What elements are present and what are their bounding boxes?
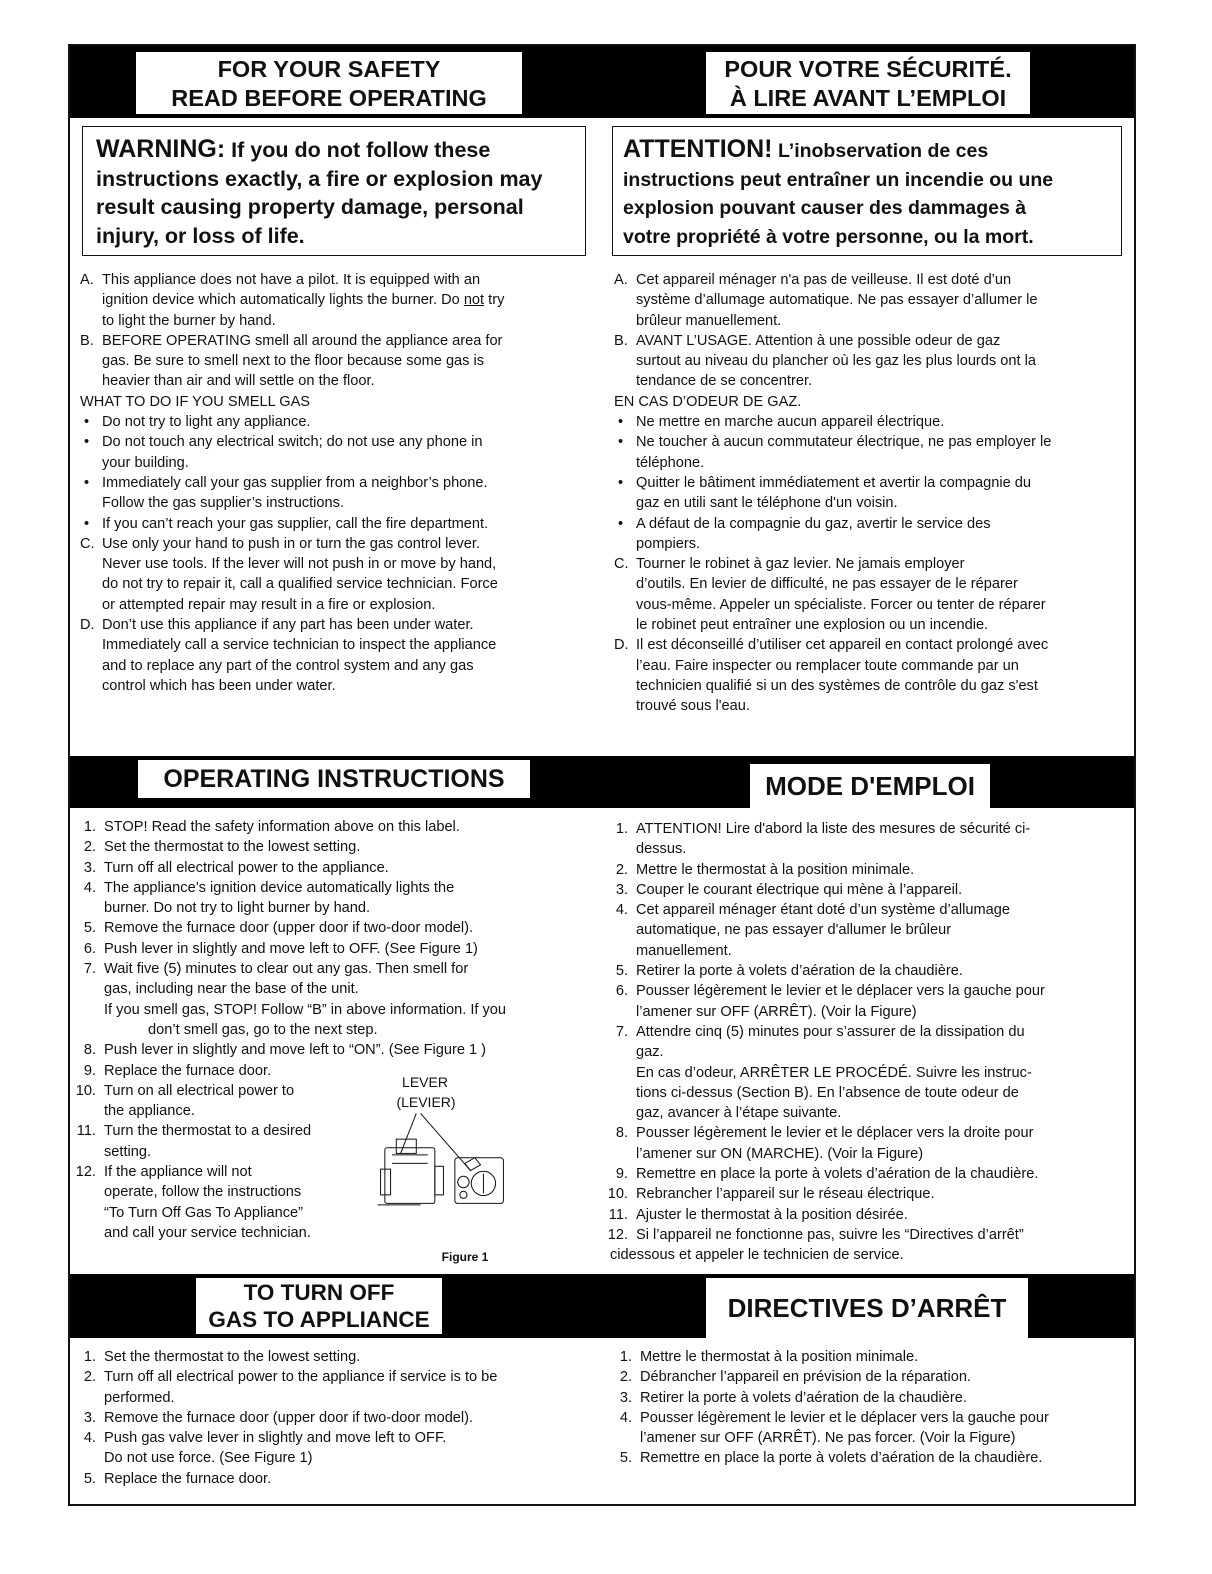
step xyxy=(74,1347,604,1367)
bullet-item xyxy=(614,514,1134,555)
text-line: performed. xyxy=(104,1389,175,1406)
text-line: le robinet peut entraîner une explosion ou un incendie. xyxy=(636,617,989,634)
text-line: control which has been under water. xyxy=(102,677,336,694)
text-line: Set the thermostat to the lowest setting. xyxy=(104,1349,361,1365)
text-span: ignition device which automatically lights the burner. Do xyxy=(102,292,460,309)
step xyxy=(610,1347,1134,1367)
valve-outlet xyxy=(435,1166,444,1195)
bullet-item xyxy=(80,412,600,432)
warning-line3: result causing property damage, personal xyxy=(96,195,524,219)
port-circle-2 xyxy=(460,1191,467,1198)
text-line: Don’t use this appliance if any part has been under water. xyxy=(102,617,474,634)
text-line: Wait five (5) minutes to clear out any gas. Then smell for xyxy=(104,961,469,978)
safety-item-c xyxy=(80,534,600,615)
step-number: 9. xyxy=(83,1062,96,1079)
safety-text-fr xyxy=(614,270,1134,717)
text-line: surtout au niveau du plancher où les gaz les plus lourds ont la xyxy=(636,353,1036,370)
text-line: tendance de se concentrer. xyxy=(636,373,813,390)
text-line: Immediately call your gas supplier from a neighbor’s phone. xyxy=(102,474,488,491)
lever-handle xyxy=(465,1158,481,1171)
step-number: 3. xyxy=(83,859,96,876)
text-line: AVANT L’USAGE. Attention à une possible odeur de gaz xyxy=(636,332,1001,349)
operating-instructions-title xyxy=(138,760,530,798)
text-line: Do not touch any electrical switch; do not use any phone in xyxy=(102,434,483,451)
step xyxy=(606,1184,1134,1204)
mode-emploi-text: MODE D'EMPLOI xyxy=(765,771,975,801)
text-line: trouvé sous l'eau. xyxy=(636,698,750,715)
step xyxy=(606,1205,1134,1225)
step-number: 2. xyxy=(83,839,96,856)
step xyxy=(606,1022,1134,1123)
underlined-not: not xyxy=(463,292,485,309)
bullet-item xyxy=(80,514,600,534)
step xyxy=(74,1408,604,1428)
text-line: If you smell gas, STOP! Follow “B” in above information. If you xyxy=(104,1001,507,1018)
warning-line4: injury, or loss of life. xyxy=(96,223,305,248)
operating-title-text: OPERATING INSTRUCTIONS xyxy=(163,765,505,793)
text-line: système d’allumage automatique. Ne pas essayer d’allumer le xyxy=(636,292,1038,309)
text-line: Turn off all electrical power to the appliance if service is to be xyxy=(104,1369,498,1386)
text-line: Turn the thermostat to a desired xyxy=(104,1123,312,1140)
bullet: • xyxy=(84,434,90,451)
securite-title-line2: À LIRE AVANT L’EMPLOI xyxy=(729,85,1007,111)
text-line: Pousser légèrement le levier et le déplacer vers la gauche pour xyxy=(636,983,1045,1000)
text-line: Mettre le thermostat à la position minimale. xyxy=(640,1349,919,1365)
turnoff-steps-en xyxy=(74,1347,604,1489)
text-line: Cet appareil ménager n'a pas de veilleuse. Il est doté d’un xyxy=(636,272,1012,288)
step-number: 1. xyxy=(615,821,628,837)
item-label: D. xyxy=(614,637,629,654)
text-line: gaz en utili sant le téléphone d'un voisin. xyxy=(636,495,898,512)
port-circle xyxy=(458,1176,469,1187)
step xyxy=(606,1164,1134,1184)
text-line: Push gas valve lever in slightly and move left to OFF. xyxy=(104,1430,447,1447)
securite-item-b xyxy=(614,331,1134,392)
text-line: pompiers. xyxy=(636,535,701,552)
warning-line2: instructions exactly, a fire or explosion may xyxy=(96,166,543,191)
text-line: cidessous et appeler le technicien de service. xyxy=(610,1247,904,1264)
step xyxy=(610,1448,1134,1468)
text-line: “To Turn Off Gas To Appliance” xyxy=(104,1204,304,1221)
text-line: téléphone. xyxy=(636,454,705,471)
step-number: 4. xyxy=(83,879,96,896)
directives-arret-text: DIRECTIVES D’ARRÊT xyxy=(727,1293,1007,1323)
text-line: If the appliance will not xyxy=(104,1164,252,1181)
warning-box-en xyxy=(82,126,586,256)
text-line: Rebrancher l’appareil sur le réseau électrique. xyxy=(636,1186,935,1203)
step-number: 6. xyxy=(615,983,628,1000)
text-line: Never use tools. If the lever will not push in or move by hand, xyxy=(102,556,497,573)
attention-line4: votre propriété à votre personne, ou la mort. xyxy=(623,225,1034,248)
text-line: and to replace any part of the control system and any gas xyxy=(102,657,474,674)
step-number: 10. xyxy=(75,1082,96,1099)
text-line: Ajuster le thermostat à la position désirée. xyxy=(636,1206,908,1223)
step xyxy=(606,1225,1134,1245)
text-line: Remove the furnace door (upper door if two-door model). xyxy=(104,920,474,937)
securite-item-a xyxy=(614,270,1134,331)
bullet: • xyxy=(618,515,624,532)
text-line: Do not use force. (See Figure 1) xyxy=(104,1450,313,1467)
step-number: 7. xyxy=(83,961,96,978)
warning-label: WARNING: xyxy=(96,135,226,163)
step xyxy=(606,880,1134,900)
text-line: gas, including near the base of the unit. xyxy=(104,981,359,998)
text-line: operate, follow the instructions xyxy=(104,1184,302,1201)
text-line: Replace the furnace door. xyxy=(104,1062,272,1079)
gas-valve-figure xyxy=(352,1112,532,1252)
text-line: Couper le courant électrique qui mène à l’appareil. xyxy=(636,881,963,898)
step-number: 8. xyxy=(83,1042,96,1059)
operating-steps-fr xyxy=(606,819,1134,1266)
step xyxy=(74,837,604,857)
text-line: gas. Be sure to smell next to the floor because some gas is xyxy=(102,353,485,370)
text-line: Cet appareil ménager étant doté d’un système d’allumage xyxy=(636,902,1010,919)
text-line: l’eau. Faire inspecter ou remplacer toute commande par un xyxy=(636,657,1019,674)
text-line: l’amener sur OFF (ARRÊT). Ne pas forcer. (Voir la Figure) xyxy=(640,1430,1016,1447)
text-line: or attempted repair may result in a fire or explosion. xyxy=(102,596,436,613)
text-line: the appliance. xyxy=(104,1103,195,1120)
text-line: Turn on all electrical power to xyxy=(104,1082,295,1099)
step xyxy=(606,1123,1134,1164)
valve-front xyxy=(455,1158,504,1204)
text-line: ATTENTION! Lire d'abord la liste des mesures de sécurité ci- xyxy=(636,821,1031,837)
lever-pointer-line-2 xyxy=(421,1113,471,1170)
step-number: 2. xyxy=(619,1369,632,1386)
step-number: 2. xyxy=(615,861,628,878)
text-line: technicien qualifié si un des systèmes de contrôle du gaz s'est xyxy=(636,677,1038,694)
text-line: Remove the furnace door (upper door if two-door model). xyxy=(104,1409,474,1426)
valve-solenoid xyxy=(396,1139,416,1153)
text-line: brûleur manuellement. xyxy=(636,312,782,329)
lever-label: LEVER xyxy=(402,1074,448,1090)
levier-label: (LEVIER) xyxy=(396,1094,456,1110)
text-line: do not try to repair it, call a qualified service technician. Force xyxy=(102,576,498,593)
item-label: C. xyxy=(614,556,629,573)
attention-line3: explosion pouvant causer des dammages à xyxy=(623,197,1027,219)
text-line: Remettre en place la porte à volets d’aération de la chaudière. xyxy=(640,1450,1043,1467)
item-label: D. xyxy=(80,617,95,634)
text-line: l’amener sur ON (MARCHE). (Voir la Figure) xyxy=(636,1145,924,1162)
step xyxy=(74,1367,604,1408)
text-span: try xyxy=(484,292,505,309)
valve-inlet xyxy=(381,1169,391,1195)
step xyxy=(610,1367,1134,1387)
what-to-do-heading: WHAT TO DO IF YOU SMELL GAS xyxy=(80,393,311,410)
step-number: 12. xyxy=(75,1164,96,1181)
turn-off-title xyxy=(196,1278,442,1334)
safety-text-en xyxy=(80,270,600,696)
text-line: Ne mettre en marche aucun appareil électrique. xyxy=(636,414,945,431)
text-line: Replace the furnace door. xyxy=(104,1470,272,1487)
safety-header-fr xyxy=(706,52,1030,114)
safety-item-d xyxy=(80,615,600,696)
step-number: 1. xyxy=(619,1349,632,1365)
mode-emploi-title xyxy=(750,764,990,808)
text-line: gaz. xyxy=(636,1044,664,1061)
step xyxy=(74,1469,604,1489)
item-label: B. xyxy=(80,332,94,349)
bullet-item xyxy=(614,412,1134,432)
text-line: STOP! Read the safety information above on this label. xyxy=(104,819,460,835)
text-line: heavier than air and will settle on the floor. xyxy=(102,373,375,390)
text-line: tions ci-dessus (Section B). En l’absence de toute odeur de xyxy=(636,1084,1019,1101)
text-line: Pousser légèrement le levier et le déplacer vers la gauche pour xyxy=(640,1409,1049,1426)
item-label: A. xyxy=(80,272,94,288)
step-number: 11. xyxy=(76,1123,96,1140)
bullet-item xyxy=(80,432,600,473)
text-line: A défaut de la compagnie du gaz, avertir le service des xyxy=(636,515,991,532)
step xyxy=(606,819,1134,860)
bullet: • xyxy=(84,474,90,491)
bullet: • xyxy=(618,434,624,451)
text-line: l’amener sur OFF (ARRÊT). (Voir la Figure) xyxy=(636,1003,917,1020)
warning-box-fr xyxy=(612,126,1122,256)
turn-off-line1: TO TURN OFF xyxy=(243,1280,395,1305)
text-line: Immediately call a service technician to inspect the appliance xyxy=(102,637,497,654)
text-line: If you can’t reach your gas supplier, call the fire department. xyxy=(102,515,489,532)
step-number: 4. xyxy=(615,902,628,919)
step-number: 5. xyxy=(83,1470,96,1487)
step xyxy=(610,1408,1134,1449)
turn-off-line2: GAS TO APPLIANCE xyxy=(208,1307,430,1332)
step xyxy=(606,900,1134,961)
step xyxy=(74,878,604,919)
text-line: BEFORE OPERATING smell all around the appliance area for xyxy=(102,332,503,349)
text-line: gaz, avancer à l’étape suivante. xyxy=(636,1105,842,1122)
safety-header-en xyxy=(136,52,522,114)
text-line: En cas d’odeur, ARRÊTER LE PROCÉDÉ. Suivre les instruc- xyxy=(636,1064,1032,1081)
directives-arret-title xyxy=(706,1278,1028,1338)
en-cas-heading: EN CAS D’ODEUR DE GAZ. xyxy=(614,393,802,410)
valve-body xyxy=(385,1148,435,1204)
step-number: 9. xyxy=(615,1166,628,1183)
step xyxy=(74,1040,604,1060)
step-number: 5. xyxy=(615,963,628,980)
text-line: vous-même. Appeler un spécialiste. Forcer ou tenter de réparer xyxy=(636,596,1046,613)
bullet-item xyxy=(614,432,1134,473)
text-line: Pousser légèrement le levier et le déplacer vers la droite pour xyxy=(636,1125,1034,1142)
step-number: 4. xyxy=(619,1409,632,1426)
text-line: Tourner le robinet à gaz levier. Ne jamais employer xyxy=(636,556,965,573)
turnoff-steps-fr xyxy=(610,1347,1134,1469)
step-number: 7. xyxy=(615,1023,628,1040)
text-line: setting. xyxy=(104,1143,152,1160)
step-number: 2. xyxy=(83,1369,96,1386)
text-line: Push lever in slightly and move left to OFF. (See Figure 1) xyxy=(104,940,478,957)
text-line: Retirer la porte à volets d’aération de la chaudière. xyxy=(636,963,963,980)
text-line: Use only your hand to push in or turn the gas control lever. xyxy=(102,535,481,552)
step-number: 1. xyxy=(83,819,96,835)
text-line: Retirer la porte à volets d’aération de la chaudière. xyxy=(640,1389,967,1406)
bullet: • xyxy=(618,474,624,491)
step-number: 8. xyxy=(615,1125,628,1142)
text-line: Push lever in slightly and move left to “ON”. (See Figure 1 ) xyxy=(104,1042,487,1059)
step xyxy=(610,1388,1134,1408)
safety-item-b xyxy=(80,331,600,392)
bullet-item xyxy=(80,473,600,514)
step-number: 11. xyxy=(608,1206,628,1223)
securite-title-line1: POUR VOTRE SÉCURITÉ. xyxy=(724,56,1012,82)
step-number: 6. xyxy=(83,940,96,957)
text-line: This appliance does not have a pilot. It is equipped with an xyxy=(102,272,481,288)
safety-item-a xyxy=(80,270,600,331)
step xyxy=(74,1428,604,1469)
bullet: • xyxy=(618,414,624,431)
step-number: 10. xyxy=(607,1186,628,1203)
step xyxy=(74,817,604,837)
bullet: • xyxy=(84,515,90,532)
warning-line1: If you do not follow these xyxy=(231,138,491,162)
text-line: Débrancher l’appareil en prévision de la réparation. xyxy=(640,1369,971,1386)
step-number: 3. xyxy=(83,1409,96,1426)
step xyxy=(74,918,604,938)
securite-item-c xyxy=(614,554,1134,635)
step-number: 4. xyxy=(83,1430,96,1447)
item-label: C. xyxy=(80,535,95,552)
text-line: your building. xyxy=(102,454,189,471)
step xyxy=(74,1061,604,1081)
text-line: d’outils. En levier de difficulté, ne pas essayer de le réparer xyxy=(636,576,1018,593)
text-line: Remettre en place la porte à volets d’aération de la chaudière. xyxy=(636,1166,1039,1183)
text-line: Il est déconseillé d’utiliser cet appareil en contact prolongé avec xyxy=(636,637,1049,654)
text-line: Follow the gas supplier’s instructions. xyxy=(102,495,344,512)
text-line: dessus. xyxy=(636,841,687,858)
step xyxy=(606,860,1134,880)
text-line: Set the thermostat to the lowest setting. xyxy=(104,839,361,856)
text-line: Quitter le bâtiment immédiatement et avertir la compagnie du xyxy=(636,474,1032,491)
text-line: burner. Do not try to light burner by hand. xyxy=(104,900,371,917)
text-line: Attendre cinq (5) minutes pour s’assurer de la dissipation du xyxy=(636,1023,1025,1040)
bullet-item xyxy=(614,473,1134,514)
item-label: B. xyxy=(614,332,628,349)
text-line: Ne toucher à aucun commutateur électrique, ne pas employer le xyxy=(636,434,1052,451)
text-line: don’t smell gas, go to the next step. xyxy=(148,1021,378,1038)
text-line: manuellement. xyxy=(636,942,732,959)
safety-title-line1: FOR YOUR SAFETY xyxy=(217,56,441,82)
text-line: automatique, ne pas essayer d'allumer le brûleur xyxy=(636,922,952,939)
text-line: Turn off all electrical power to the appliance. xyxy=(104,859,389,876)
text-line: and call your service technician. xyxy=(104,1224,311,1241)
step-number: 3. xyxy=(615,881,628,898)
text-line: Si l’appareil ne fonctionne pas, suivre les “Directives d’arrêt” xyxy=(636,1226,1024,1243)
figure-caption: Figure 1 xyxy=(441,1250,489,1264)
step xyxy=(74,959,604,1040)
step-number: 1. xyxy=(83,1349,96,1365)
attention-label: ATTENTION! xyxy=(623,135,773,163)
step-number: 5. xyxy=(83,920,96,937)
text-line: to light the burner by hand. xyxy=(102,312,276,329)
step-number: 5. xyxy=(619,1450,632,1467)
text-line: Mettre le thermostat à la position minimale. xyxy=(636,861,915,878)
text-line: Do not try to light any appliance. xyxy=(102,414,311,431)
step xyxy=(74,939,604,959)
step xyxy=(606,961,1134,981)
step xyxy=(606,981,1134,1022)
safety-title-line2: READ BEFORE OPERATING xyxy=(171,85,487,111)
bullet: • xyxy=(84,414,90,431)
step-number: 3. xyxy=(619,1389,632,1406)
text-line: The appliance’s ignition device automatically lights the xyxy=(104,879,455,896)
securite-item-d xyxy=(614,635,1134,716)
attention-line2: instructions peut entraîner un incendie ou une xyxy=(623,168,1054,191)
item-label: A. xyxy=(614,272,628,288)
text-line xyxy=(102,290,600,310)
step-number: 12. xyxy=(607,1226,628,1243)
attention-line1: L’inobservation de ces xyxy=(777,140,989,162)
step xyxy=(74,858,604,878)
